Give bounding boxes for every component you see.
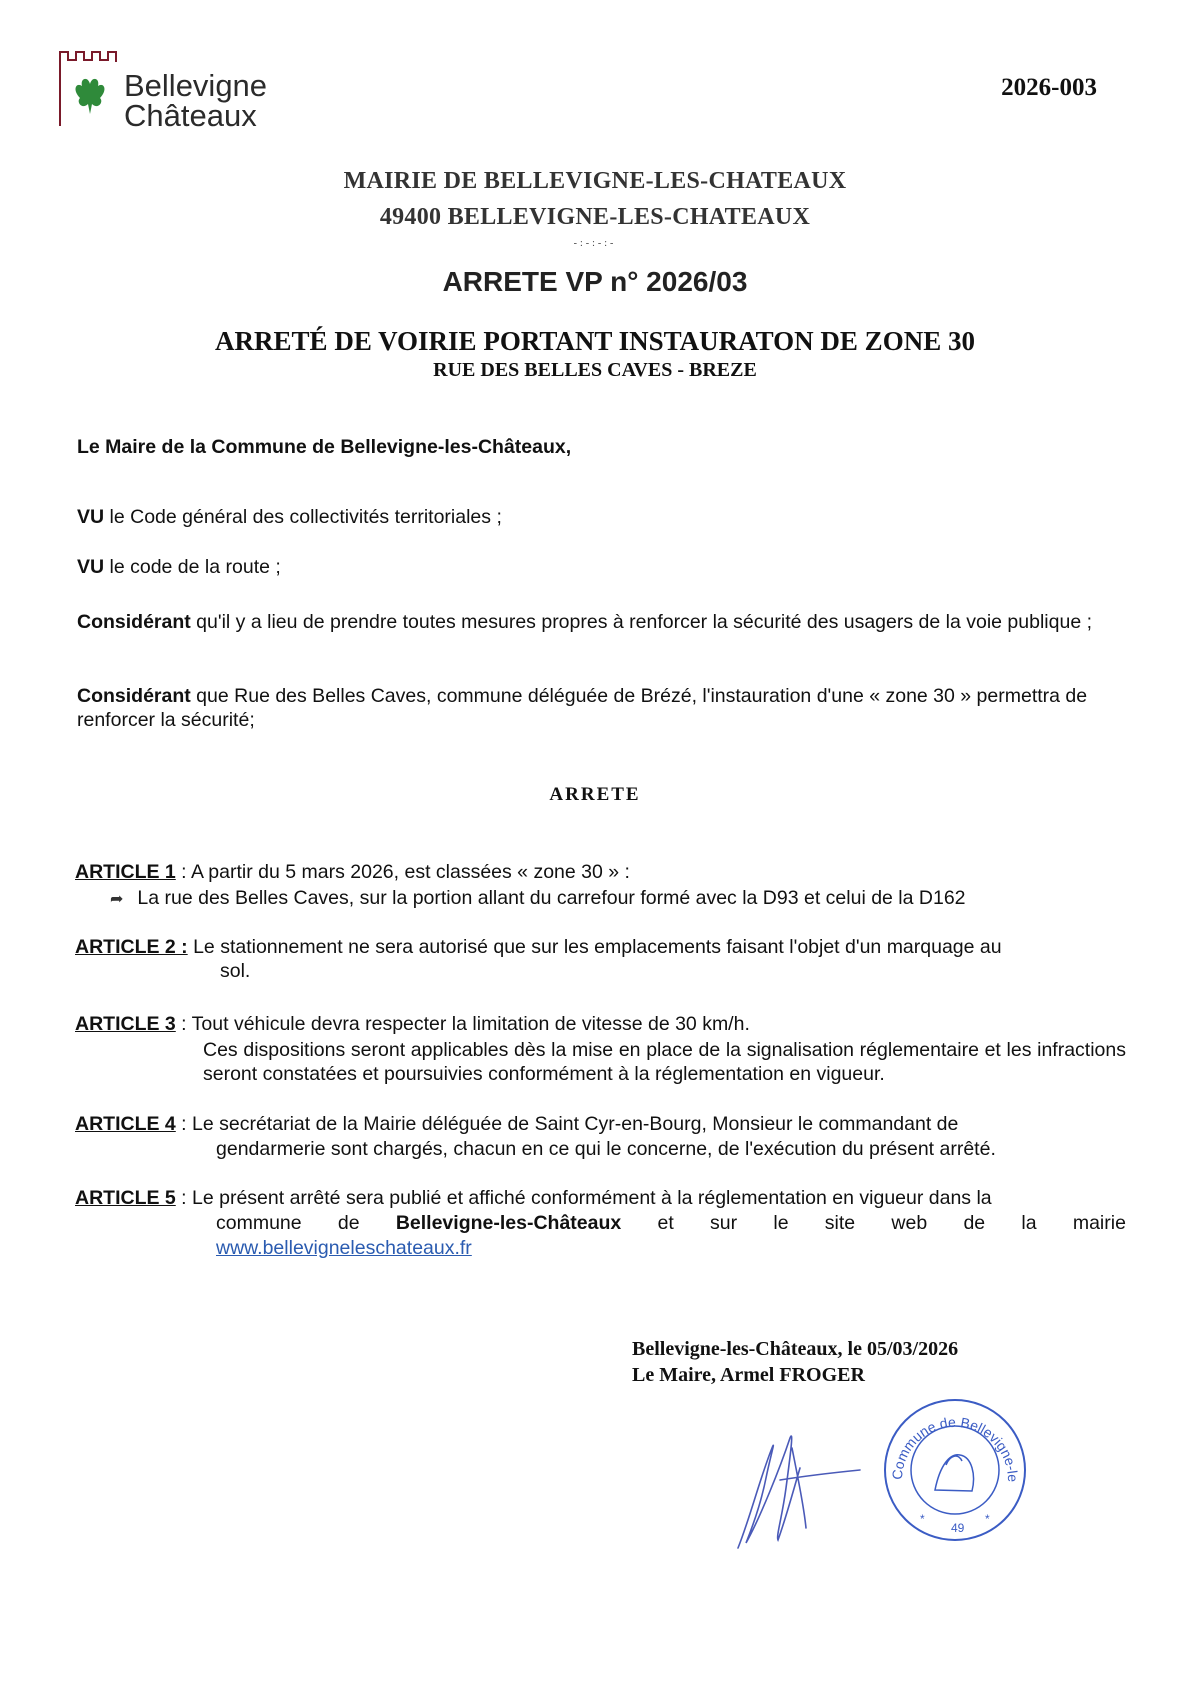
considerant-label: Considérant: [77, 685, 191, 707]
commune-logo: [58, 48, 298, 133]
article-1-bullet: [110, 886, 966, 912]
word: la: [1021, 1212, 1037, 1234]
article-3: [75, 1012, 750, 1036]
bullet-arrow-icon: ➦: [110, 891, 124, 908]
article-label: ARTICLE 3: [75, 1013, 176, 1035]
word: de: [337, 1212, 360, 1234]
stamp-number: 49: [951, 1521, 965, 1535]
article-text: : Le présent arrêté sera publié et affiché conformément à la réglementation en vigueur dans la: [175, 1187, 992, 1209]
article-text: : Tout véhicule devra respecter la limitation de vitesse de 30 km/h.: [175, 1013, 750, 1035]
svg-text:*: *: [920, 1512, 925, 1526]
considerant-clause-2: [77, 684, 1127, 732]
word: web: [891, 1212, 928, 1234]
handwritten-signature: [720, 1418, 870, 1558]
castle-leaf-icon: [58, 48, 122, 128]
vu-clause-2: [77, 555, 1127, 579]
article-5-continuation: [216, 1211, 1126, 1235]
article-label: ARTICLE 5: [75, 1187, 176, 1209]
word: sur: [710, 1212, 738, 1234]
article-1: [75, 860, 630, 884]
mairie-address: 49400 BELLEVIGNE-LES-CHATEAUX: [379, 204, 811, 230]
article-text: : Le secrétariat de la Mairie déléguée de Saint Cyr-en-Bourg, Monsieur le commandant de: [175, 1113, 959, 1135]
svg-text:*: *: [985, 1512, 990, 1526]
article-label: ARTICLE 2 :: [75, 936, 188, 958]
bullet-text: La rue des Belles Caves, sur la portion allant du carrefour formé avec la D93 et celui de la D162: [137, 887, 966, 909]
word: site: [824, 1212, 856, 1234]
article-4-continuation: gendarmerie sont chargés, chacun en ce qui le concerne, de l'exécution du présent arrêté.: [216, 1138, 996, 1160]
vu-label: VU: [77, 506, 105, 528]
word: mairie: [1072, 1212, 1126, 1234]
article-text: : A partir du 5 mars 2026, est classées « zone 30 » :: [175, 861, 630, 883]
arrete-number: ARRETE VP n° 2026/03: [442, 266, 748, 297]
word: commune: [216, 1212, 302, 1234]
official-stamp: [880, 1395, 1030, 1545]
signature-maire-name: Le Maire, Armel FROGER: [632, 1364, 865, 1386]
article-text: Le stationnement ne sera autorisé que sur les emplacements faisant l'objet d'un marquage au: [187, 936, 1002, 958]
article-3-continuation: Ces dispositions seront applicables dès la mise en place de la signalisation réglementaire et les infractions seront constatées et poursuivies conformément à la réglementation en vigueur.: [203, 1039, 1126, 1085]
commune-name: Bellevigne-les-Châteaux: [395, 1212, 622, 1234]
vu-text: le code de la route ;: [104, 556, 281, 578]
mairie-name: MAIRIE DE BELLEVIGNE-LES-CHATEAUX: [343, 168, 847, 194]
word: de: [963, 1212, 986, 1234]
article-label: ARTICLE 4: [75, 1113, 176, 1135]
word: le: [773, 1212, 789, 1234]
considerant-text: qu'il y a lieu de prendre toutes mesures propres à renforcer la sécurité des usagers de la voie publique ;: [190, 611, 1092, 633]
maire-intro: Le Maire de la Commune de Bellevigne-les-Châteaux,: [77, 436, 572, 458]
logo-line1: Bellevigne: [124, 68, 268, 103]
article-4: [75, 1112, 1127, 1136]
vu-label: VU: [77, 556, 105, 578]
logo-line2: Châteaux: [124, 98, 257, 133]
vu-text: le Code général des collectivités territoriales ;: [104, 506, 502, 528]
separator: -:-:-:-: [573, 238, 617, 249]
arrete-subtitle: RUE DES BELLES CAVES - BREZE: [433, 359, 757, 381]
stamp-text: Commune de Bellevigne-le: [888, 1413, 1022, 1483]
arrete-title: ARRETÉ DE VOIRIE PORTANT INSTAURATON DE ZONE 30: [215, 326, 975, 356]
arrete-heading: ARRETE: [549, 784, 641, 805]
word: et: [657, 1212, 674, 1234]
considerant-clause-1: [77, 610, 1127, 634]
article-5: [75, 1186, 1127, 1210]
reference-number: 2026-003: [1001, 74, 1097, 101]
signature-place-date: Bellevigne-les-Châteaux, le 05/03/2026: [632, 1338, 959, 1360]
mairie-website-link[interactable]: www.bellevigneleschateaux.fr: [216, 1237, 472, 1259]
vu-clause-1: [77, 505, 1127, 529]
considerant-label: Considérant: [77, 611, 191, 633]
svg-text:Commune de Bellevigne-les-Chât: [880, 1395, 1021, 1482]
considerant-text: que Rue des Belles Caves, commune déléguée de Brézé, l'instauration d'une « zone 30 » permettra de renforcer la sécurité;: [77, 685, 1088, 731]
article-2-continuation: sol.: [220, 960, 251, 982]
article-2: [75, 935, 1127, 959]
article-label: ARTICLE 1: [75, 861, 176, 883]
